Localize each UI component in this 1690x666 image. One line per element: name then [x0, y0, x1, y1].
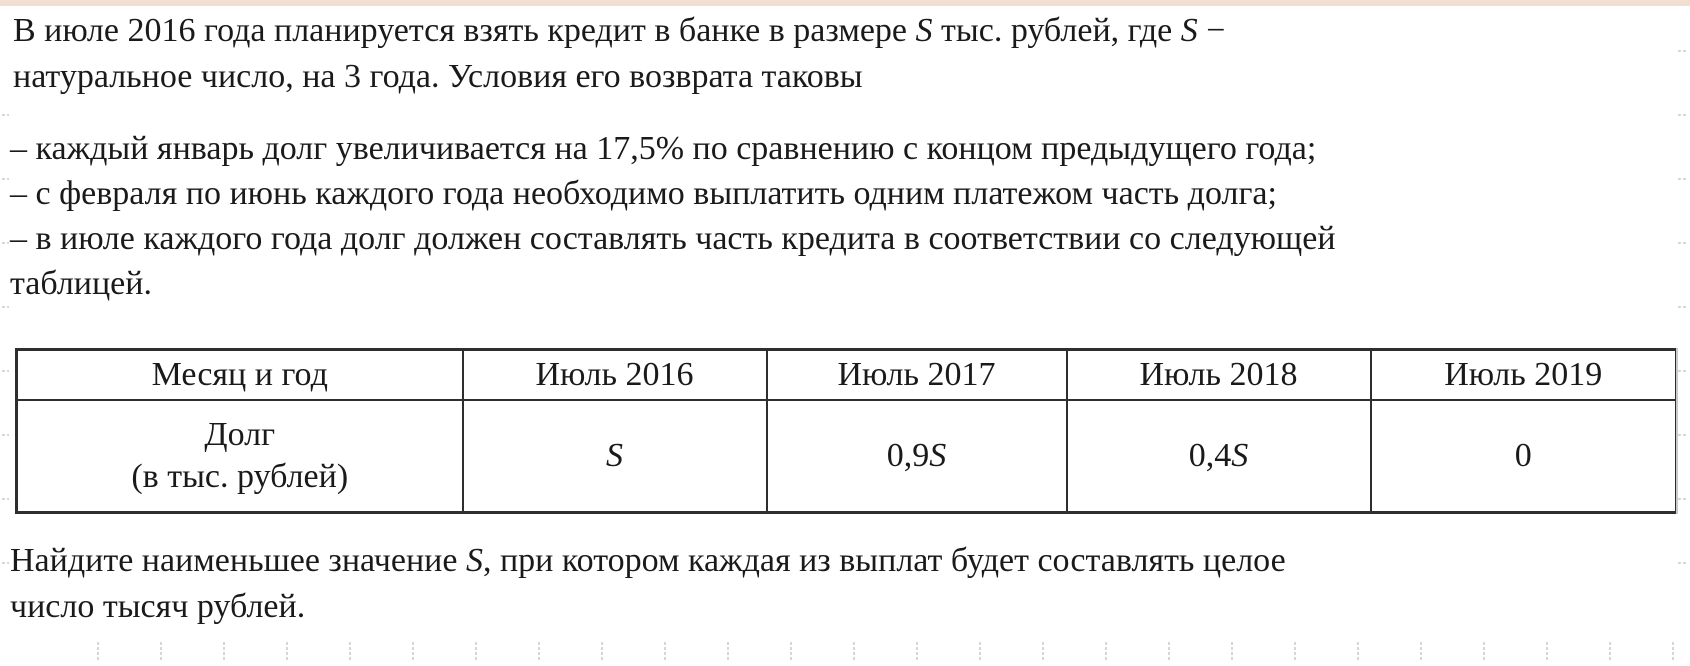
debt-value-cell-2017: [767, 400, 1067, 513]
debt-value-cell-2016: [463, 400, 767, 513]
intro-text-3: −: [1197, 12, 1226, 49]
debt-value-cell-2018: [1067, 400, 1371, 513]
intro-text-1: В июле 2016 года планируется взять кредит в банке в размере: [13, 12, 916, 49]
conditions-list: [10, 126, 1336, 306]
header-cell-month-year: Месяц и год: [17, 350, 463, 401]
value-prefix: 0,4: [1188, 437, 1232, 474]
table-header-row: [17, 350, 1677, 401]
variable-s: S: [915, 12, 933, 49]
condition-line-1: – каждый январь долг увеличивается на 17,5% по сравнению с концом предыдущего года;: [10, 130, 1317, 167]
header-cell-july-2016: Июль 2016: [463, 350, 767, 401]
row-label-cell: [17, 400, 463, 513]
question-line-2: число тысяч рублей.: [10, 588, 306, 625]
intro-line-1: [13, 8, 1225, 54]
variable-s: S: [606, 437, 623, 474]
intro-line-2: натуральное число, на 3 года. Условия его возврата таковы: [13, 58, 863, 95]
debt-schedule-table: [15, 348, 1678, 514]
question-text-2: , при котором каждая из выплат будет составлять целое: [482, 542, 1286, 579]
header-cell-july-2019: Июль 2019: [1371, 350, 1677, 401]
condition-line-2: – с февраля по июнь каждого года необходимо выплатить одним платежом часть долга;: [10, 175, 1277, 212]
question-text-1: Найдите наименьшее значение: [10, 542, 466, 579]
grid-ticks-left: [0, 110, 9, 626]
header-cell-july-2018: Июль 2018: [1067, 350, 1371, 401]
question-paragraph: [10, 538, 1286, 630]
intro-text-2: тыс. рублей, где: [932, 12, 1181, 49]
grid-ticks-bottom: [36, 642, 1680, 662]
variable-s: S: [1231, 437, 1249, 474]
condition-line-4: таблицей.: [10, 265, 152, 302]
row-label-line-2: (в тыс. рублей): [131, 458, 349, 495]
debt-value-cell-2019: [1371, 400, 1677, 513]
value-prefix: 0,9: [886, 437, 930, 474]
condition-line-3: – в июле каждого года долг должен составлять часть кредита в соответствии со следующей: [10, 220, 1336, 257]
row-label-line-1: Долг: [204, 416, 276, 453]
top-border-strip: [0, 0, 1690, 6]
question-line-1: [10, 538, 1286, 584]
variable-s: S: [929, 437, 947, 474]
value-prefix: 0: [1514, 437, 1532, 474]
grid-ticks-right: [1676, 50, 1688, 626]
table-body-row: [17, 400, 1677, 513]
problem-intro: [13, 8, 1225, 100]
variable-s: S: [465, 542, 483, 579]
header-cell-july-2017: Июль 2017: [767, 350, 1067, 401]
variable-s: S: [1180, 12, 1198, 49]
